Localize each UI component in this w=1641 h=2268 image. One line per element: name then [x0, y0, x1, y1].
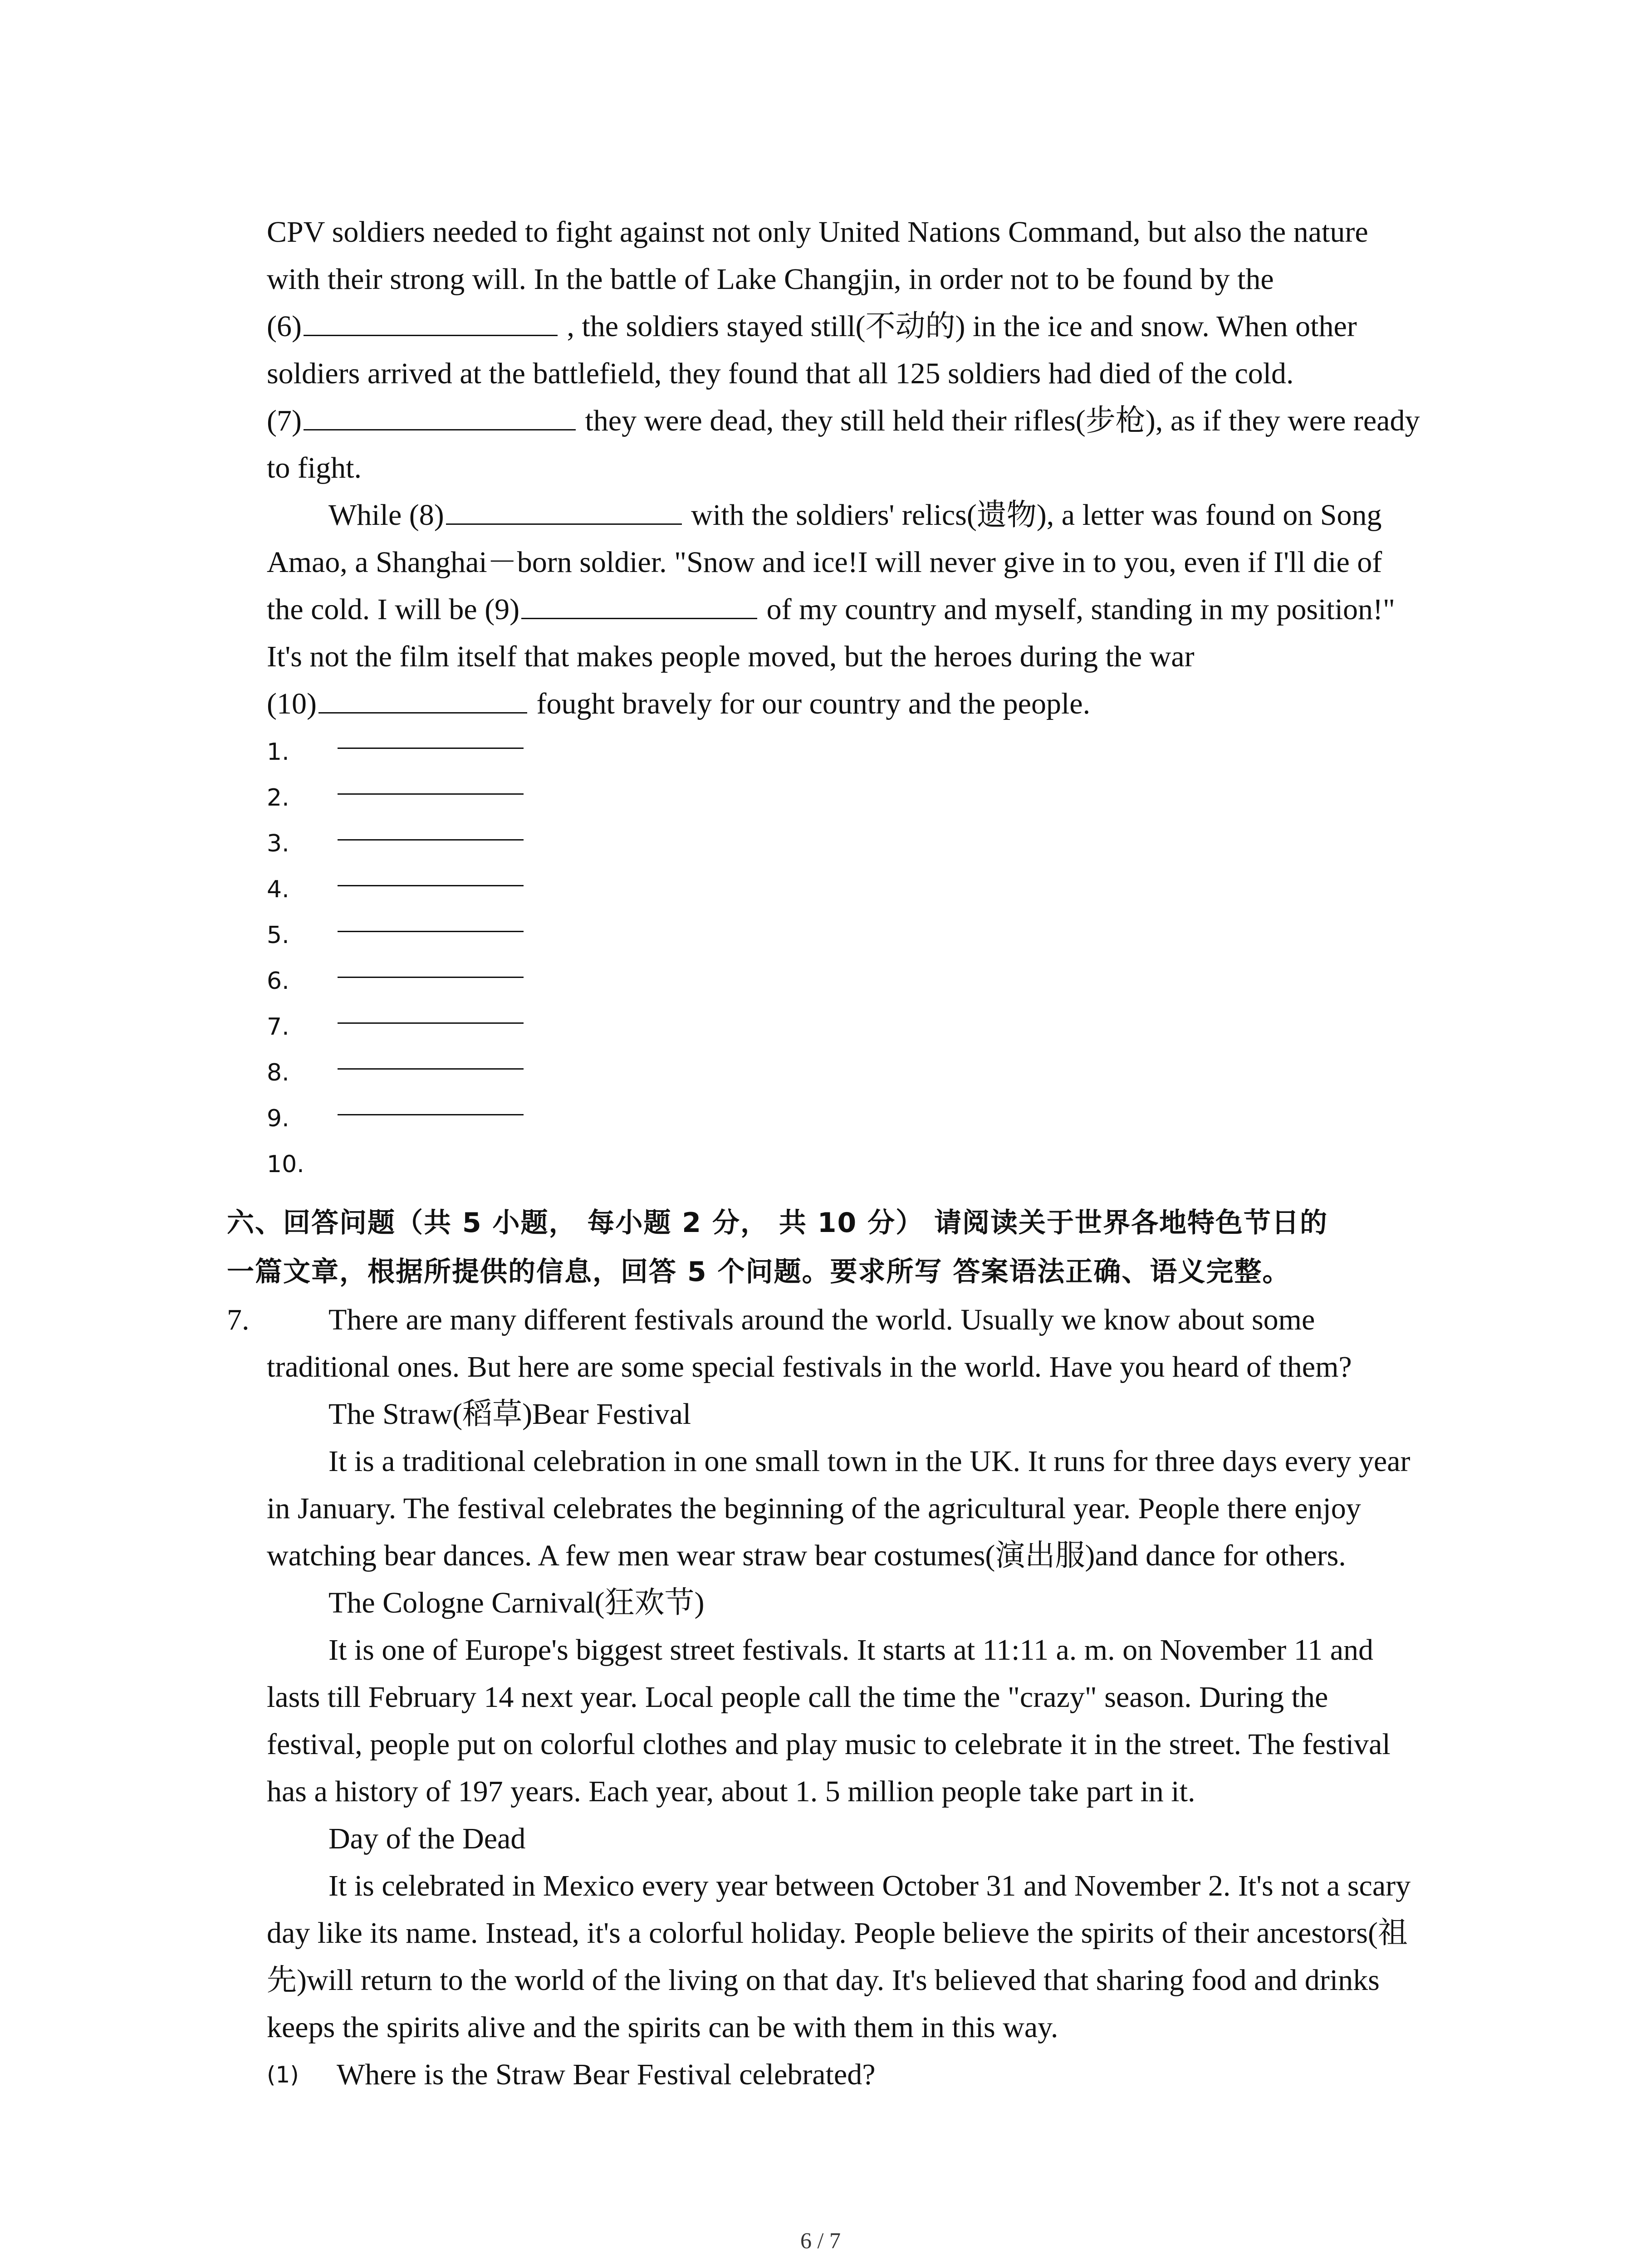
passage-text: fought bravely for our country and the people. — [529, 687, 1091, 720]
blank-10[interactable] — [318, 683, 527, 714]
festival-text: has a history of 197 years. Each year, about 1. 5 million people take part in it. — [267, 1775, 1195, 1808]
blank-7[interactable] — [304, 400, 576, 430]
festival-text: keeps the spirits alive and the spirits can be with them in this way. — [267, 2011, 1058, 2044]
question-line — [227, 1296, 1455, 1344]
answer-number: 8. — [267, 1059, 289, 1086]
answer-number: 3. — [267, 830, 289, 857]
question-text: There are many different festivals around the world. Usually we know about some — [328, 1303, 1315, 1336]
blank-label-6: (6) — [267, 310, 302, 343]
passage-line-blank-6 — [267, 303, 1455, 350]
festival-text: lasts till February 14 next year. Local people call the time the "crazy" season. During the — [267, 1681, 1328, 1714]
answer-row — [267, 729, 1455, 775]
answer-line[interactable] — [338, 977, 524, 978]
festival-title: The Cologne Carnival(狂欢节) — [328, 1586, 705, 1619]
passage-line-blank-8 — [267, 492, 1455, 539]
answer-row — [267, 775, 1455, 821]
festival-title: Day of the Dead — [328, 1822, 526, 1855]
answer-number: 5. — [267, 922, 289, 949]
answer-line[interactable] — [338, 839, 524, 841]
answer-line[interactable] — [338, 1068, 524, 1070]
sub-question-1 — [267, 2051, 1455, 2098]
answer-line[interactable] — [338, 1114, 524, 1115]
passage-line: to fight. — [267, 451, 362, 484]
answer-row — [267, 913, 1455, 958]
answer-number: 10. — [267, 1151, 304, 1178]
answer-number: 1. — [267, 738, 289, 766]
blank-label-10: (10) — [267, 687, 317, 720]
passage-line: with their strong will. In the battle of Lake Changjin, in order not to be found by the — [267, 263, 1274, 296]
passage-line: It's not the film itself that makes people moved, but the heroes during the war — [267, 640, 1195, 673]
festival-text: watching bear dances. A few men wear straw bear costumes(演出服)and dance for others. — [267, 1539, 1346, 1572]
passage-line: CPV soldiers needed to fight against not only United Nations Command, but also the nature — [267, 215, 1368, 249]
passage-text: with the soldiers' relics(遗物), a letter was found on Song — [683, 499, 1382, 532]
answer-line[interactable] — [338, 748, 524, 749]
answer-row — [267, 1142, 1455, 1188]
festival-text: 先)will return to the world of the living on that day. It's believed that sharing food and drinks — [267, 1964, 1380, 1997]
question-7 — [227, 1296, 1455, 2098]
festival-text: day like its name. Instead, it's a colorful holiday. People believe the spirits of their ancestors(祖 — [267, 1916, 1408, 1950]
passage-line-blank-10 — [267, 680, 1455, 728]
festival-text: in January. The festival celebrates the beginning of the agricultural year. People there enjoy — [267, 1492, 1361, 1525]
passage-text: of my country and myself, standing in my position!" — [759, 593, 1395, 626]
blank-label-8: While (8) — [328, 499, 444, 532]
page-number: 6 / 7 — [800, 2228, 841, 2253]
answer-lines — [267, 729, 1455, 1188]
answer-line[interactable] — [338, 1022, 524, 1024]
passage-line: soldiers arrived at the battlefield, they found that all 125 soldiers had died of the cold. — [267, 357, 1294, 390]
answer-number: 7. — [267, 1013, 289, 1041]
section-title: 六、回答问题（共 5 小题， 每小题 2 分， 共 10 分） 请阅读关于世界各地特色节日的 — [227, 1207, 1328, 1239]
festival-title: The Straw(稻草)Bear Festival — [328, 1398, 691, 1431]
blank-label-7: (7) — [267, 404, 302, 437]
festival-text: It is one of Europe's biggest street festivals. It starts at 11:11 a. m. on November 11 and — [328, 1633, 1374, 1667]
answer-row — [267, 958, 1455, 1004]
page-content — [227, 209, 1455, 2098]
festival-text: It is a traditional celebration in one small town in the UK. It runs for three days every year — [328, 1445, 1411, 1478]
answer-number: 4. — [267, 876, 289, 903]
section-title: 一篇文章，根据所提供的信息，回答 5 个问题。要求所写 答案语法正确、语义完整。 — [227, 1256, 1291, 1288]
blank-9[interactable] — [521, 589, 757, 619]
blank-8[interactable] — [446, 494, 682, 525]
answer-row — [267, 821, 1455, 867]
festival-text: It is celebrated in Mexico every year between October 31 and November 2. It's not a scary — [328, 1869, 1411, 1902]
question-number: 7. — [227, 1303, 250, 1336]
answer-line[interactable] — [338, 931, 524, 932]
answer-row — [267, 1004, 1455, 1050]
sub-question-text: Where is the Straw Bear Festival celebrated? — [337, 2058, 876, 2091]
answer-number: 6. — [267, 968, 289, 995]
sub-question-mark: (1) — [267, 2062, 299, 2088]
passage-line-blank-7 — [267, 397, 1455, 445]
question-line: traditional ones. But here are some special festivals in the world. Have you heard of them? — [267, 1350, 1352, 1383]
answer-number: 2. — [267, 784, 289, 811]
answer-row — [267, 867, 1455, 913]
blank-label-9: the cold. I will be (9) — [267, 593, 520, 626]
festival-text: festival, people put on colorful clothes and play music to celebrate it in the street. The festival — [267, 1728, 1391, 1761]
passage-text: , the soldiers stayed still(不动的) in the ice and snow. When other — [559, 310, 1357, 343]
answer-number: 9. — [267, 1105, 289, 1132]
passage-text: they were dead, they still held their rifles(步枪), as if they were ready — [577, 404, 1420, 437]
answer-line[interactable] — [338, 793, 524, 795]
blank-6[interactable] — [304, 306, 558, 336]
answer-row — [267, 1050, 1455, 1096]
answer-line[interactable] — [338, 885, 524, 886]
passage-line-blank-9 — [267, 586, 1455, 633]
answer-row — [267, 1096, 1455, 1142]
passage-line: Amao, a Shanghai－born soldier. "Snow and ice!I will never give in to you, even if I'll die of — [267, 546, 1382, 579]
